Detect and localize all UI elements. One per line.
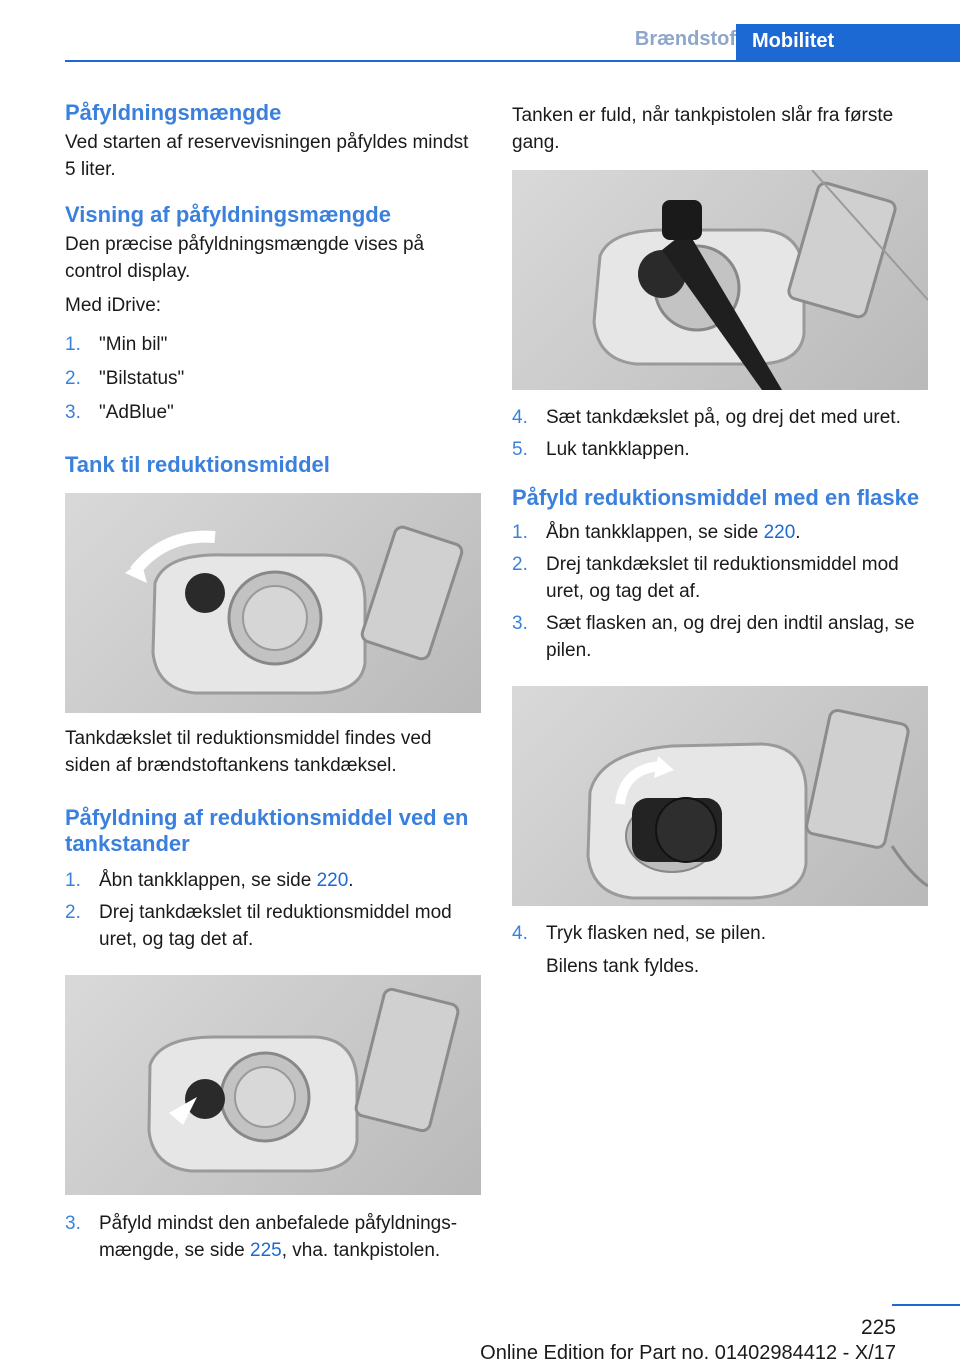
station-steps-continued [65, 1210, 481, 1264]
list-item: 1. Åbn tankklappen, se side 220. [512, 522, 801, 543]
tank-cap-illustration [65, 493, 481, 713]
tab-mobilitet[interactable]: Mobilitet [736, 24, 960, 62]
left-column [65, 100, 481, 1264]
fuel-nozzle-cap-illustration [65, 975, 481, 1195]
idrive-menu-steps [65, 331, 481, 426]
list-item: 4. Tryk flasken ned, se pilen. Bilens tank fyldes. [512, 920, 928, 980]
page-link-225[interactable]: 225 [250, 1240, 282, 1261]
heading-display-amount: Visning af påfyldningsmængde [65, 202, 391, 227]
fuel-nozzle-illustration [512, 170, 928, 390]
text-display-amount: Den præcise påfyldningsmængde vises på control display. [65, 234, 425, 282]
text-fill-amount: Ved starten af reservevisningen påfyldes mindst 5 liter. [65, 132, 469, 180]
list-item: 2. Drej tankdækslet til reduktionsmiddel mod uret, og tag det af. [512, 554, 899, 602]
list-item: 2. "Bilstatus" [65, 368, 185, 389]
list-item: 5. Luk tankklappen. [512, 439, 690, 460]
heading-fill-amount: Påfyldningsmængde [65, 100, 282, 125]
bottle-steps-continued [512, 920, 928, 980]
list-item: 4. Sæt tankdækslet på, og drej det med uret. [512, 407, 901, 428]
heading-tank: Tank til reduktionsmiddel [65, 452, 330, 477]
bottle-illustration [512, 686, 928, 906]
text-tank-full: Tanken er fuld, når tankpistolen slår fra første gang. [512, 105, 894, 153]
page-link-220[interactable]: 220 [763, 522, 796, 543]
page-header [65, 0, 960, 62]
heading-fill-station: Påfyldning af reduktionsmiddel ved en tankstander [65, 805, 469, 856]
bottle-steps [512, 519, 928, 664]
header-rule [65, 60, 960, 62]
heading-fill-bottle: Påfyld reduktionsmiddel med en flaske [512, 485, 920, 510]
text-idrive: Med iDrive: [65, 295, 162, 316]
edition-text: Online Edition for Part no. 01402984412 - X/17 [480, 1342, 896, 1362]
list-item: 3. "AdBlue" [65, 402, 174, 423]
footer-rule [892, 1304, 960, 1306]
close-steps [512, 404, 928, 463]
right-column [512, 100, 928, 980]
page-number: 225 [860, 1316, 896, 1339]
station-steps [65, 867, 481, 953]
text-tank-location: Tankdækslet til reduktionsmiddel findes ved siden af brændstoftankens tankdæksel. [65, 728, 432, 776]
step-result-text: Bilens tank fyldes. [546, 956, 700, 977]
list-item: 1. "Min bil" [65, 334, 168, 355]
page-link-220[interactable]: 220 [316, 870, 349, 891]
list-item: 3. Sæt flasken an, og drej den indtil anslag, se pilen. [512, 613, 915, 661]
list-item: 1. Åbn tankklappen, se side 220. [65, 870, 354, 891]
list-item: 2. Drej tankdækslet til reduktionsmiddel mod uret, og tag det af. [65, 902, 452, 950]
list-item: 3. Påfyld mindst den anbefalede påfyldningsmængde, se side 225, vha. tankpistolen. [65, 1213, 458, 1261]
tab-braendstof[interactable]: Brændstof [634, 28, 736, 50]
